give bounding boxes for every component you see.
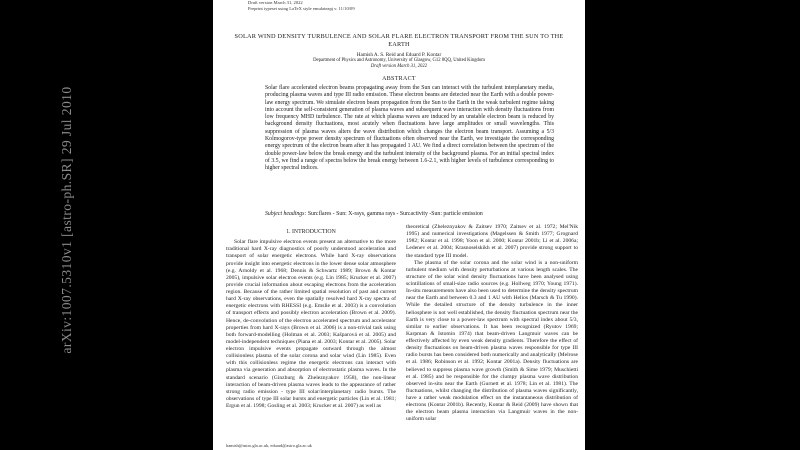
- preprint-style-line: Preprint typeset using LaTeX style emulateapj v. 11/10/09: [248, 5, 355, 11]
- abstract-text: Solar flare accelerated electron beams propagating away from the Sun can interact with the turbulent interplanetary media, producing plasma waves and type III radio emission. These electron beams are detected near the Earth with a double power-law energy spectrum. We simulate electron beam propagation from the Sun to the Earth in the weak turbulent regime taking into account the self-consistent generation of plasma waves and subsequent wave interaction with density fluctuations from low frequency MHD turbulence. The rate at which plasma waves are induced by an unstable electron beam is reduced by background density fluctuations, most acutely when fluctuations have large amplitudes or small wavelengths. This suppression of plasma waves alters the wave distribution which changes the electron beam transport. Assuming a 5/3 Kolmogorov-type power density spectrum of fluctuations often observed near the Earth, we investigate the corresponding energy spectrum of the electron beam after it has propagated 1 AU. We find a direct correlation between the spectrum of the double power-law below the break energy and the turbulent intensity of the background plasma. For an initial spectral index of 3.5, we find a range of spectra below the break energy between 1.6-2.1, with higher levels of turbulence corresponding to higher spectral indices.: [265, 85, 554, 172]
- subject-label: Subject headings:: [265, 211, 307, 217]
- draft-version-line: Draft version March 31, 2022: [248, 0, 303, 5]
- right-paragraph-2: The plasma of the solar corona and the solar wind is a non-uniform turbulent medium with density perturbations at various length scales. The structure of the solar wind density fluctuations have been analysed using scintillations of small-size radio sources (e.g. Hollweg 1970; Young 1971). In-situ measurements have also been used to determine the density spectrum near the Earth and between 0.3 and 1 AU with Helios (Marsch & Tu 1990). While the detailed structure of the density turbulence in the inner heliosphere is not well established, the density fluctuation spectrum near the Earth is very close to a power-law spectrum with spectral index about 5/3, similar to earlier observations. It has been recognized (Ryutov 1969; Karpman & Istomin 1974) that beam-driven Langmuir waves can be effectively affected by even weak density gradients. Therefore the effect of density fluctuations on beam-driven plasma waves responsible for type III radio bursts has been considered both numerically and analytically (Melrose et al. 1986; Robinson et al. 1992; Kontar 2001a). Density fluctuations are believed to suppress plasma wave growth (Smith & Sime 1979; Muschietti et al. 1985) and be responsible for the clumpy plasma wave distribution observed in-situ near the Earth (Gurnett et al. 1978; Lin et al. 1981). The fluctuations, whilst changing the distribution of plasma waves significantly, have a rather weak modulation effect on the instantaneous distribution of electrons (Kontar 2001b). Recently, Kontar & Reid (2009) have shown that the electron beam plasma interaction via Langmuir waves in the non-uniform solar: [406, 259, 578, 423]
- abstract-heading: ABSTRACT: [382, 76, 416, 82]
- paper-authors: Hamish A. S. Reid and Eduard P. Kontar: [356, 52, 442, 58]
- draft-date: Draft version March 31, 2022: [370, 64, 428, 69]
- footnote-emails: hamish@astro.gla.ac.uk, eduard@astro.gla.ac.uk: [226, 443, 312, 448]
- subject-headings: [265, 211, 554, 218]
- column-right: [406, 224, 578, 424]
- right-paragraph-1: theoretical (Zheleznyakov & Zaitsev 1970; Zaitsev et al. 1972; Mel'Nik 1995) and numerical investigations (Magelssen & Smith 1977; Grognard 1982; Kontar et al. 1998; Yoon et al. 2000; Kontar 2001b; Li et al. 2006a; Ledenev et al. 2004; Krasnoselskikh et al. 2007) provide strong support to the standard type III model.: [406, 224, 578, 259]
- subject-values: Sun:flares - Sun: X-rays, gamma rays - Sun:activity -Sun: particle emission: [307, 211, 483, 217]
- column-left: [226, 229, 396, 410]
- preprint-header: [248, 0, 558, 11]
- intro-paragraph: Solar flare impulsive electron events present an alternative to the more traditional hard X-ray diagnostics of poorly understood acceleration and transport of solar energetic electrons. While hard X-ray observations provide insight into energetic electrons in the lower dense solar atmosphere (e.g. Arnoldy et al. 1968; Dennis & Schwartz 1989; Brown & Kontar 2005), impulsive solar electron events (e.g. Lin 1985; Krucker et al. 2007) provide crucial information about escaping electrons from the acceleration region. Because of the rather limited spatial resolution of past and current hard X-ray observations, even the spatially resolved hard X-ray spectra of energetic electrons with RHESSI (e.g. Emslie et al. 2003) is a convolution of transport effects and possibly electron acceleration (Brown et al. 2009). Hence, de-convolution of the electron accelerated spectrum and accelerator properties from hard X-rays (Brown et al. 2006) is a non-trivial task using both forward-modelling (Holman et al. 2003; Kašparová et al. 2005) and model-independent techniques (Piana et al. 2003; Kontar et al. 2005). Solar electron impulsive events propagate outward through the almost collisionless plasma of the solar corona and solar wind (Lin 1985). Even with this collisionless regime the energetic electrons can interact with plasma via generation and absorption of electrostatic plasma waves. In the standard scenario (Ginzburg & Zheleznyakov 1958), the non-linear interaction of beam-driven plasma waves leads to the appearance of rather strong radio emission - type III solar/interplanetary radio bursts. The observations of type III solar bursts and energetic particles (Lin et al. 1981; Ergun et al. 1998; Gosling et al. 2003; Krucker et al. 2007) as well as: [226, 239, 396, 409]
- paper-page: [213, 0, 585, 450]
- section-heading: 1. INTRODUCTION: [286, 229, 336, 235]
- arxiv-stamp: arXiv:1007.5310v1 [astro-ph.SR] 29 Jul 2010: [59, 86, 74, 354]
- paper-title: SOLAR WIND DENSITY TURBULENCE AND SOLAR FLARE ELECTRON TRANSPORT FROM THE SUN TO THE EARTH: [234, 33, 564, 48]
- affiliation: Department of Physics and Astronomy, University of Glasgow, G12 8QQ, United Kingdom: [313, 58, 485, 63]
